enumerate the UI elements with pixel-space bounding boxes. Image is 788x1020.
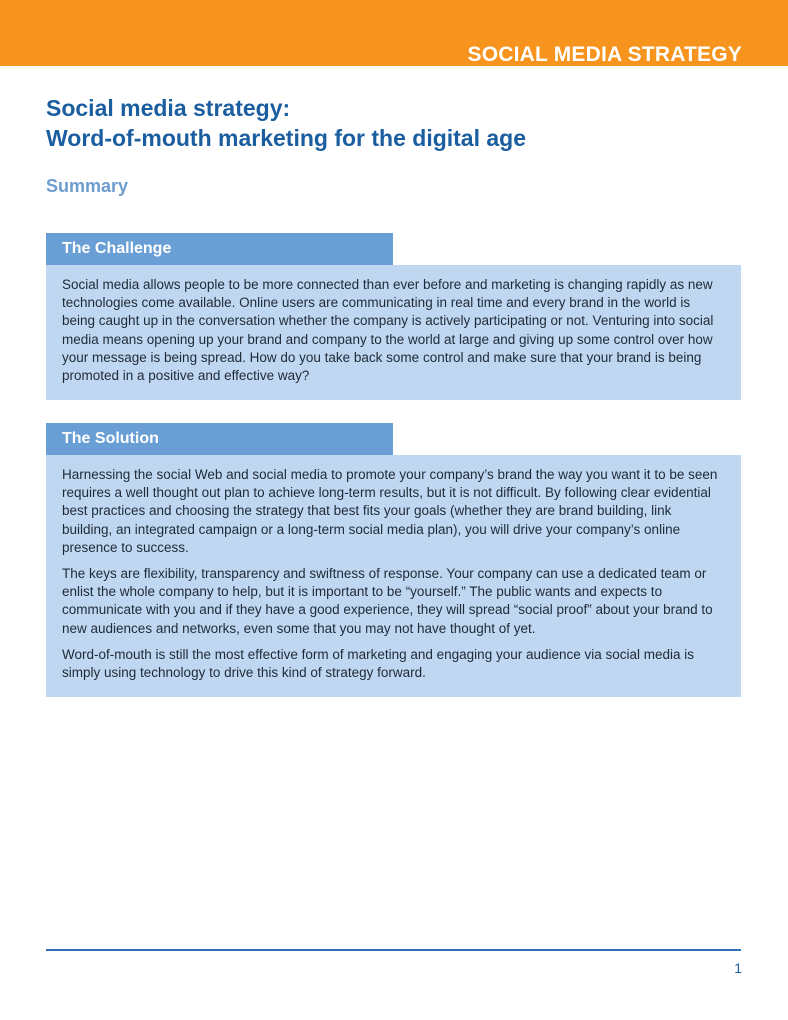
footer-divider xyxy=(46,949,741,951)
header-band xyxy=(0,0,788,66)
document-title-line-1: Social media strategy: xyxy=(46,95,291,121)
document-title-line-2: Word-of-mouth marketing for the digital age xyxy=(46,125,527,151)
section-body-challenge xyxy=(46,265,741,400)
document-subtitle: Summary xyxy=(46,176,129,196)
solution-paragraph-2: The keys are flexibility, transparency and swiftness of response. Your company can use a dedicated team or enlist the whole company to help, but it is important to be “yourself.” The public wants and expects to communicate with you and if they have a good experience, they will spread “social proof” about your brand to new audiences and networks, even some that you may not have thought of yet. xyxy=(62,566,713,636)
header-band-underline xyxy=(478,66,742,68)
document-title xyxy=(46,93,526,153)
header-band-title: SOCIAL MEDIA STRATEGY xyxy=(467,43,742,66)
section-body-solution xyxy=(46,455,741,697)
challenge-paragraph: Social media allows people to be more connected than ever before and marketing is changing rapidly as new technologies come available. Online users are communicating in real time and every brand in the world is being caught up in the conversation whether the company is actively participating or not. Venturing into social media means opening up your brand and company to the world at large and giving up some control over how your message is being spread. How do you take back some control and make sure that your brand is being promoted in a positive and effective way? xyxy=(62,277,714,384)
solution-paragraph-3: Word-of-mouth is still the most effective form of marketing and engaging your audience via social media is simply using technology to drive this kind of strategy forward. xyxy=(62,646,695,681)
section-heading-challenge: The Challenge xyxy=(46,233,393,265)
solution-paragraph-1: Harnessing the social Web and social media to promote your company’s brand the way you want it to be seen requires a well thought out plan to achieve long-term results, but it is not difficult. By following clear evidential best practices and choosing the strategy that best fits your goals (whether they are brand building, link building, an integrated campaign or a long-term social media plan), you will drive your company’s online presence to success. xyxy=(62,467,718,555)
page-number: 1 xyxy=(734,960,742,976)
section-heading-solution: The Solution xyxy=(46,423,393,455)
